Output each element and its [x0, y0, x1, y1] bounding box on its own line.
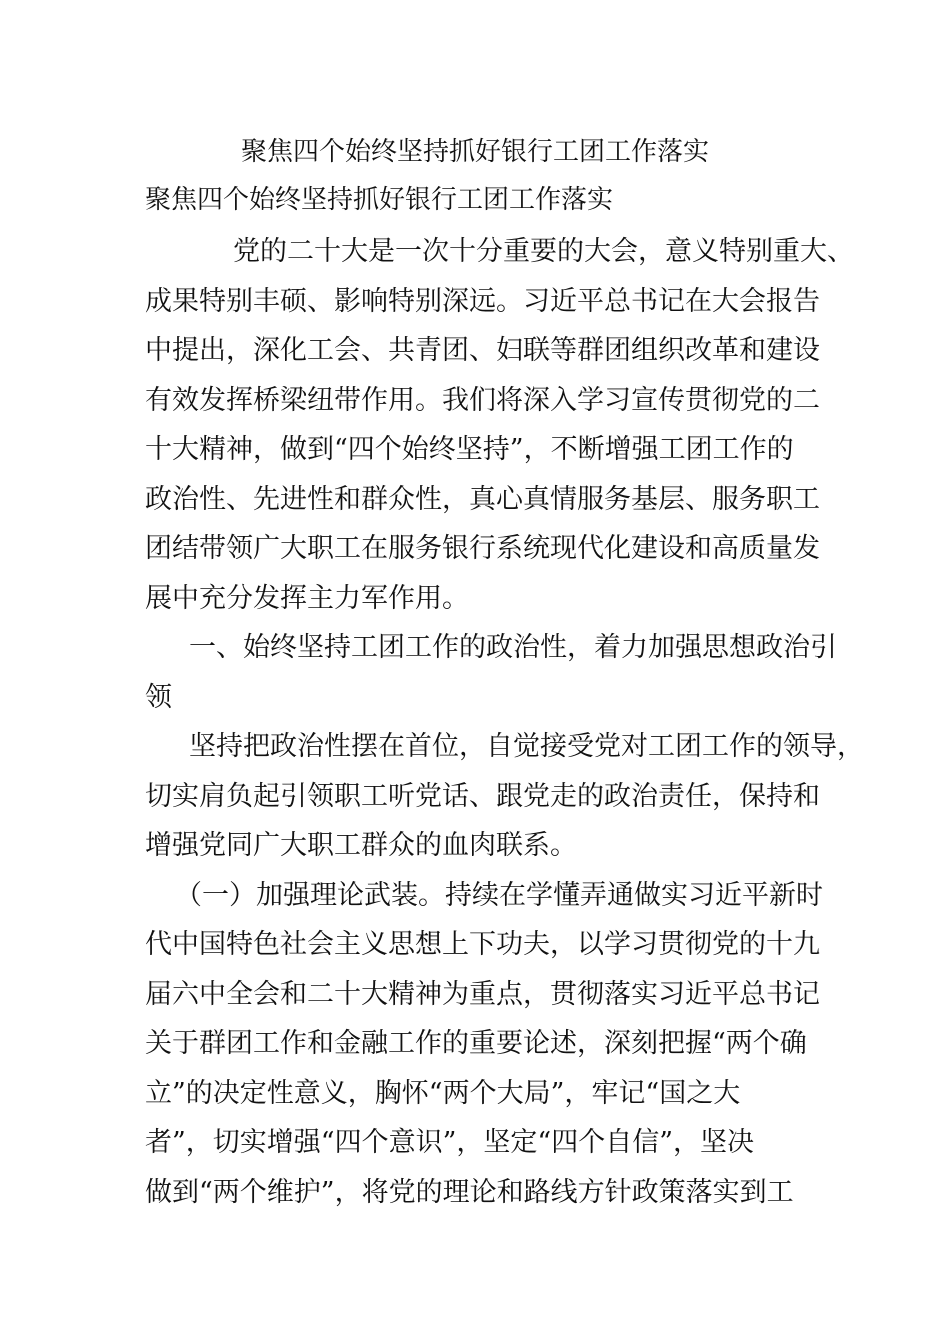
paragraph-line: 十大精神，做到“四个始终坚持”，不断增强工团工作的 [145, 434, 794, 465]
paragraph-line: 切实肩负起引领职工听党话、跟党走的政治责任，保持和 [145, 780, 820, 812]
paragraph-line: 关于群团工作和金融工作的重要论述，深刻把握“两个确 [145, 1028, 807, 1059]
subsection-line: （一）加强理论武装。持续在学懂弄通做实习近平新时 [175, 879, 823, 911]
paragraph-line: 成果特别丰硕、影响特别深远。习近平总书记在大会报告 [145, 285, 820, 317]
section-heading-line: 一、始终坚持工团工作的政治性，着力加强思想政治引 [189, 632, 837, 663]
paragraph-line: 坚持把政治性摆在首位，自觉接受党对工团工作的领导， [189, 731, 864, 762]
document-subtitle: 聚焦四个始终坚持抓好银行工团工作落实 [145, 185, 614, 215]
paragraph-line: 党的二十大是一次十分重要的大会，意义特别重大、 [233, 236, 854, 267]
paragraph-line: 政治性、先进性和群众性，真心真情服务基层、服务职工 [145, 483, 820, 515]
paragraph-line: 增强党同广大职工群众的血肉联系。 [145, 830, 577, 861]
section-heading-line: 领 [145, 681, 172, 713]
paragraph-line: 代中国特色社会主义思想上下功夫，以学习贯彻党的十九 [145, 929, 820, 960]
document-title: 聚焦四个始终坚持抓好银行工团工作落实 [240, 137, 709, 167]
paragraph-line: 届六中全会和二十大精神为重点，贯彻落实习近平总书记 [145, 978, 820, 1010]
paragraph-line: 团结带领广大职工在服务银行系统现代化建设和高质量发 [145, 533, 820, 564]
paragraph-line: 展中充分发挥主力军作用。 [145, 582, 469, 614]
paragraph-line: 有效发挥桥梁纽带作用。我们将深入学习宣传贯彻党的二 [145, 384, 820, 416]
paragraph-line: 中提出，深化工会、共青团、妇联等群团组织改革和建设 [145, 335, 820, 366]
paragraph-line: 做到“两个维护”，将党的理论和路线方针政策落实到工 [145, 1176, 794, 1208]
document-body [145, 227, 864, 1217]
paragraph-line: 者”，切实增强“四个意识”，坚定“四个自信”，坚决 [145, 1127, 755, 1158]
paragraph-line: 立”的决定性意义，胸怀“两个大局”，牢记“国之大 [145, 1077, 741, 1109]
